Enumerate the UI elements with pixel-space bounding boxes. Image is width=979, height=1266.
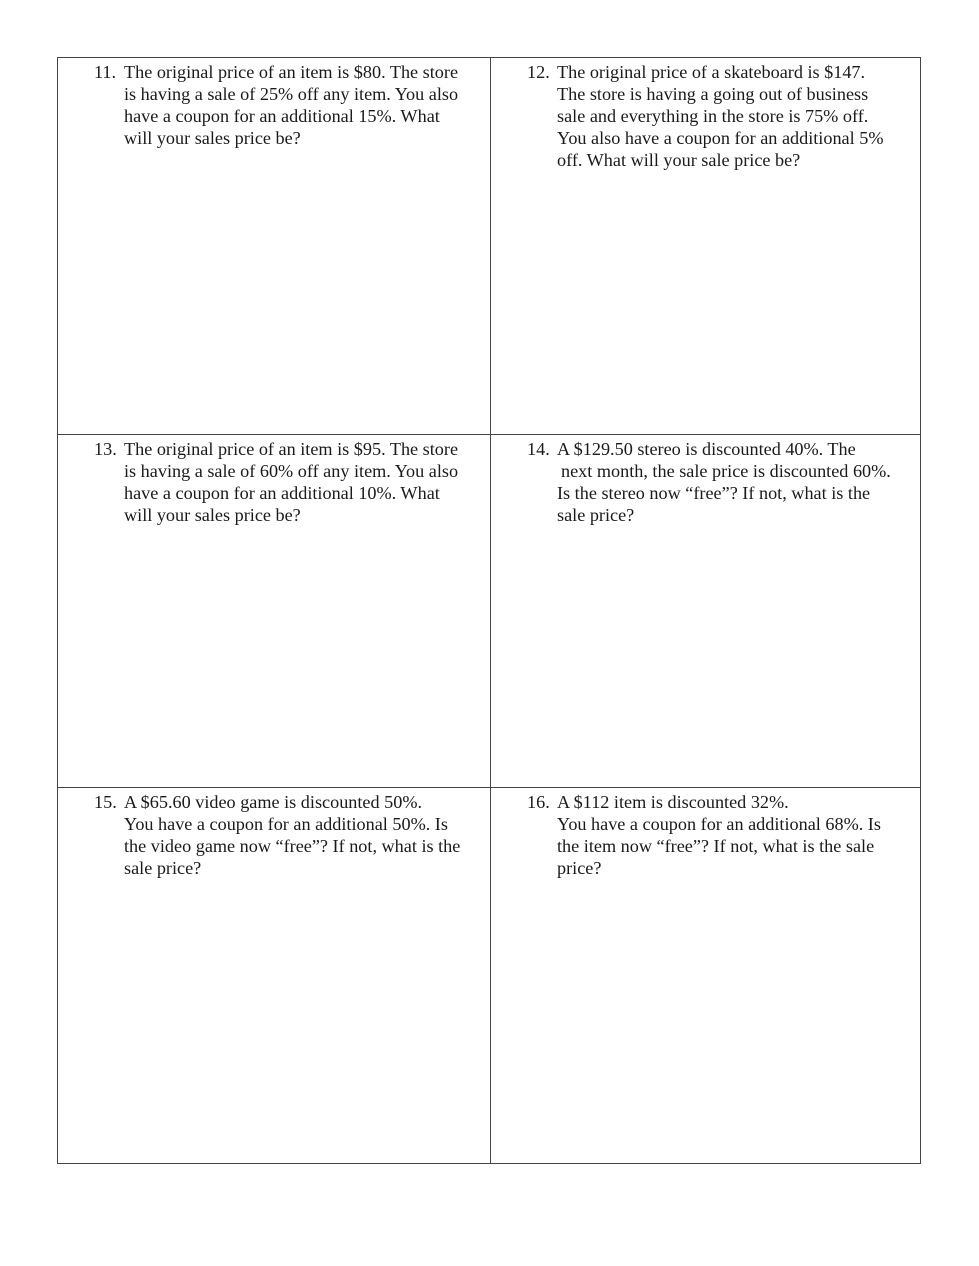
problem-text-line: off. What will your sale price be? [557, 150, 801, 170]
problem-13 [94, 438, 484, 526]
problem-text-line: A $112 item is discounted 32%. [557, 792, 789, 812]
problem-text-line: sale and everything in the store is 75% off. [557, 106, 869, 126]
problem-number: 12. [527, 62, 550, 82]
problem-text-line: the item now “free”? If not, what is the sale [557, 836, 875, 856]
problem-text-line: will your sales price be? [124, 505, 301, 525]
problem-number: 16. [527, 792, 550, 812]
problem-text-line: A $129.50 stereo is discounted 40%. The [557, 439, 856, 459]
problem-text-line: Is the stereo now “free”? If not, what is the [557, 483, 871, 503]
problem-16 [527, 791, 913, 879]
problem-text-line: price? [557, 858, 602, 878]
problem-cell-16 [491, 788, 921, 1164]
problem-text-line: will your sales price be? [124, 128, 301, 148]
problem-text-line: the video game now “free”? If not, what is the [124, 836, 461, 856]
problem-text-line: sale price? [557, 505, 635, 525]
problem-number: 14. [527, 439, 550, 459]
worksheet-grid [57, 57, 921, 1164]
problem-14 [527, 438, 913, 526]
problem-15 [94, 791, 484, 879]
problem-text-line: sale price? [124, 858, 202, 878]
problem-text-line: You have a coupon for an additional 50%. Is [124, 814, 448, 834]
problem-number: 13. [94, 439, 117, 459]
problem-text-line: The original price of an item is $95. The store [124, 439, 459, 459]
problem-text-line: have a coupon for an additional 15%. What [124, 106, 440, 126]
problem-number: 11. [94, 62, 117, 82]
problem-11 [94, 61, 484, 149]
problem-text-line: A $65.60 video game is discounted 50%. [124, 792, 423, 812]
problem-text-line: The original price of a skateboard is $147. [557, 62, 866, 82]
problem-text-line: You have a coupon for an additional 68%. Is [557, 814, 881, 834]
problem-text-line: have a coupon for an additional 10%. What [124, 483, 440, 503]
problem-text-line: The store is having a going out of business [557, 84, 869, 104]
problem-12 [527, 61, 913, 171]
problem-number: 15. [94, 792, 117, 812]
problem-cell-11 [58, 58, 490, 434]
problem-text-line: next month, the sale price is discounted 60%. [561, 461, 891, 481]
problem-cell-15 [58, 788, 490, 1164]
problem-cell-14 [491, 435, 921, 787]
problem-text-line: The original price of an item is $80. The store [124, 62, 459, 82]
problem-text-line: You also have a coupon for an additional 5% [557, 128, 884, 148]
problem-cell-13 [58, 435, 490, 787]
problem-text-line: is having a sale of 60% off any item. You also [124, 461, 459, 481]
problem-text-line: is having a sale of 25% off any item. You also [124, 84, 459, 104]
problem-cell-12 [491, 58, 921, 434]
